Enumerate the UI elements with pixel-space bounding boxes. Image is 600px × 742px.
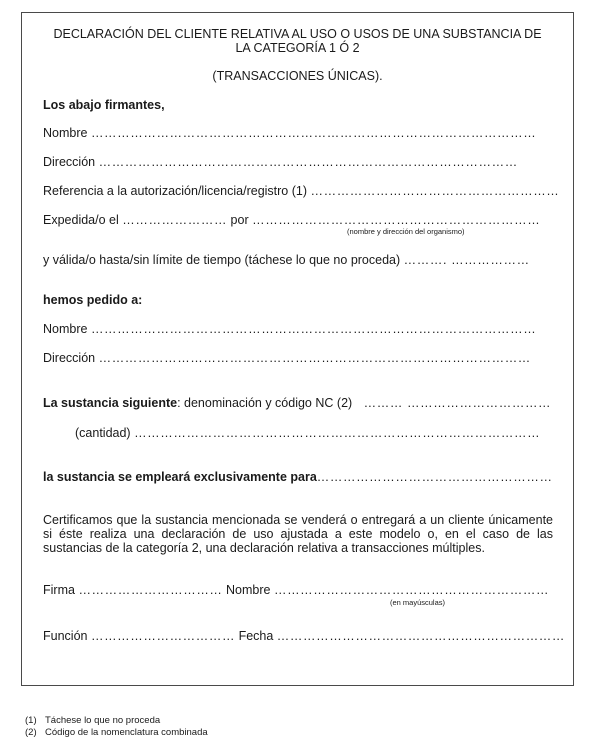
issued-by-label: por — [230, 213, 249, 227]
issued-by-field[interactable]: ………………………………………………………… — [252, 213, 541, 227]
quantity-row — [75, 426, 540, 441]
reference-label: Referencia a la autorización/licencia/registro (1) — [43, 184, 308, 198]
signature-field[interactable]: …………………………… — [78, 583, 223, 597]
function-field[interactable]: …………………………… — [90, 629, 236, 643]
signer-name-field[interactable]: ………………………………………………………………………………………… — [90, 126, 537, 140]
ordered-heading: hemos pedido a: — [43, 293, 143, 307]
supplier-name-row — [43, 322, 536, 337]
substance-label: La sustancia siguiente — [43, 396, 178, 410]
use-row — [43, 470, 553, 485]
function-label: Función — [43, 629, 88, 643]
signature-row — [43, 583, 549, 598]
supplier-address-row — [43, 351, 531, 366]
date-label: Fecha — [238, 629, 274, 643]
issued-date-field[interactable]: …………………… — [122, 213, 228, 227]
certification-paragraph: Certificamos que la sustancia mencionada se venderá o entregará a un cliente únicamente si éste realiza una declaración de uso ajustada a este modelo o, en el caso de las sustancias de la categoría 2, una declaración relativa a transacciones múltiples. — [43, 513, 553, 555]
reference-field[interactable]: ………………………………………………… — [310, 184, 560, 198]
supplier-address-label: Dirección — [43, 351, 96, 365]
signer-address-field[interactable]: …………………………………………………………………………………… — [98, 155, 518, 169]
function-row — [43, 629, 565, 644]
signatory-name-label: Nombre — [226, 583, 271, 597]
footnote-2-number: (2) — [25, 727, 37, 738]
signatory-name-note: (en mayúsculas) — [390, 598, 446, 607]
signer-address-label: Dirección — [43, 155, 96, 169]
validity-label: y válida/o hasta/sin límite de tiempo (táchese lo que no proceda) — [43, 253, 401, 267]
footnote-2-text: Código de la nomenclatura combinada — [45, 727, 208, 738]
footnote-1-text: Táchese lo que no proceda — [45, 715, 161, 726]
form-title-line1: DECLARACIÓN DEL CLIENTE RELATIVA AL USO O USOS DE UNA SUBSTANCIA DE — [53, 27, 542, 41]
reference-row — [43, 184, 559, 199]
signers-heading: Los abajo firmantes, — [43, 98, 165, 112]
issued-label: Expedida/o el — [43, 213, 119, 227]
substance-field[interactable]: ……… …………………………… — [363, 396, 552, 410]
validity-field[interactable]: ………. ……………… — [403, 253, 530, 267]
substance-row — [43, 396, 551, 411]
issued-row — [43, 213, 540, 228]
form-subtitle: (TRANSACCIONES ÚNICAS). — [212, 69, 383, 83]
signature-label: Firma — [43, 583, 75, 597]
signer-name-row — [43, 126, 536, 141]
signer-name-label: Nombre — [43, 126, 88, 140]
supplier-address-field[interactable]: ……………………………………………………………………………………… — [98, 351, 531, 365]
quantity-field[interactable]: ………………………………………………………………………………… — [134, 426, 541, 440]
footnote-2 — [25, 727, 208, 738]
form-title-line2: LA CATEGORÍA 1 Ó 2 — [235, 41, 360, 55]
signer-address-row — [43, 155, 518, 170]
footnote-1 — [25, 715, 160, 726]
use-field[interactable]: ……………………………………………… — [316, 470, 553, 484]
supplier-name-label: Nombre — [43, 322, 88, 336]
signatory-name-field[interactable]: ……………………………………………………… — [273, 583, 550, 597]
substance-label-rest: : denominación y código NC — [177, 396, 334, 410]
substance-note-ref: (2) — [336, 396, 353, 410]
validity-row — [43, 253, 530, 268]
date-field[interactable]: ………………………………………………………… — [276, 629, 565, 643]
use-label: la sustancia se empleará exclusivamente para — [43, 470, 317, 484]
issued-by-note: (nombre y dirección del organismo) — [347, 227, 465, 236]
footnote-1-number: (1) — [25, 715, 37, 726]
supplier-name-field[interactable]: ………………………………………………………………………………………… — [90, 322, 537, 336]
quantity-label: (cantidad) — [75, 426, 131, 440]
